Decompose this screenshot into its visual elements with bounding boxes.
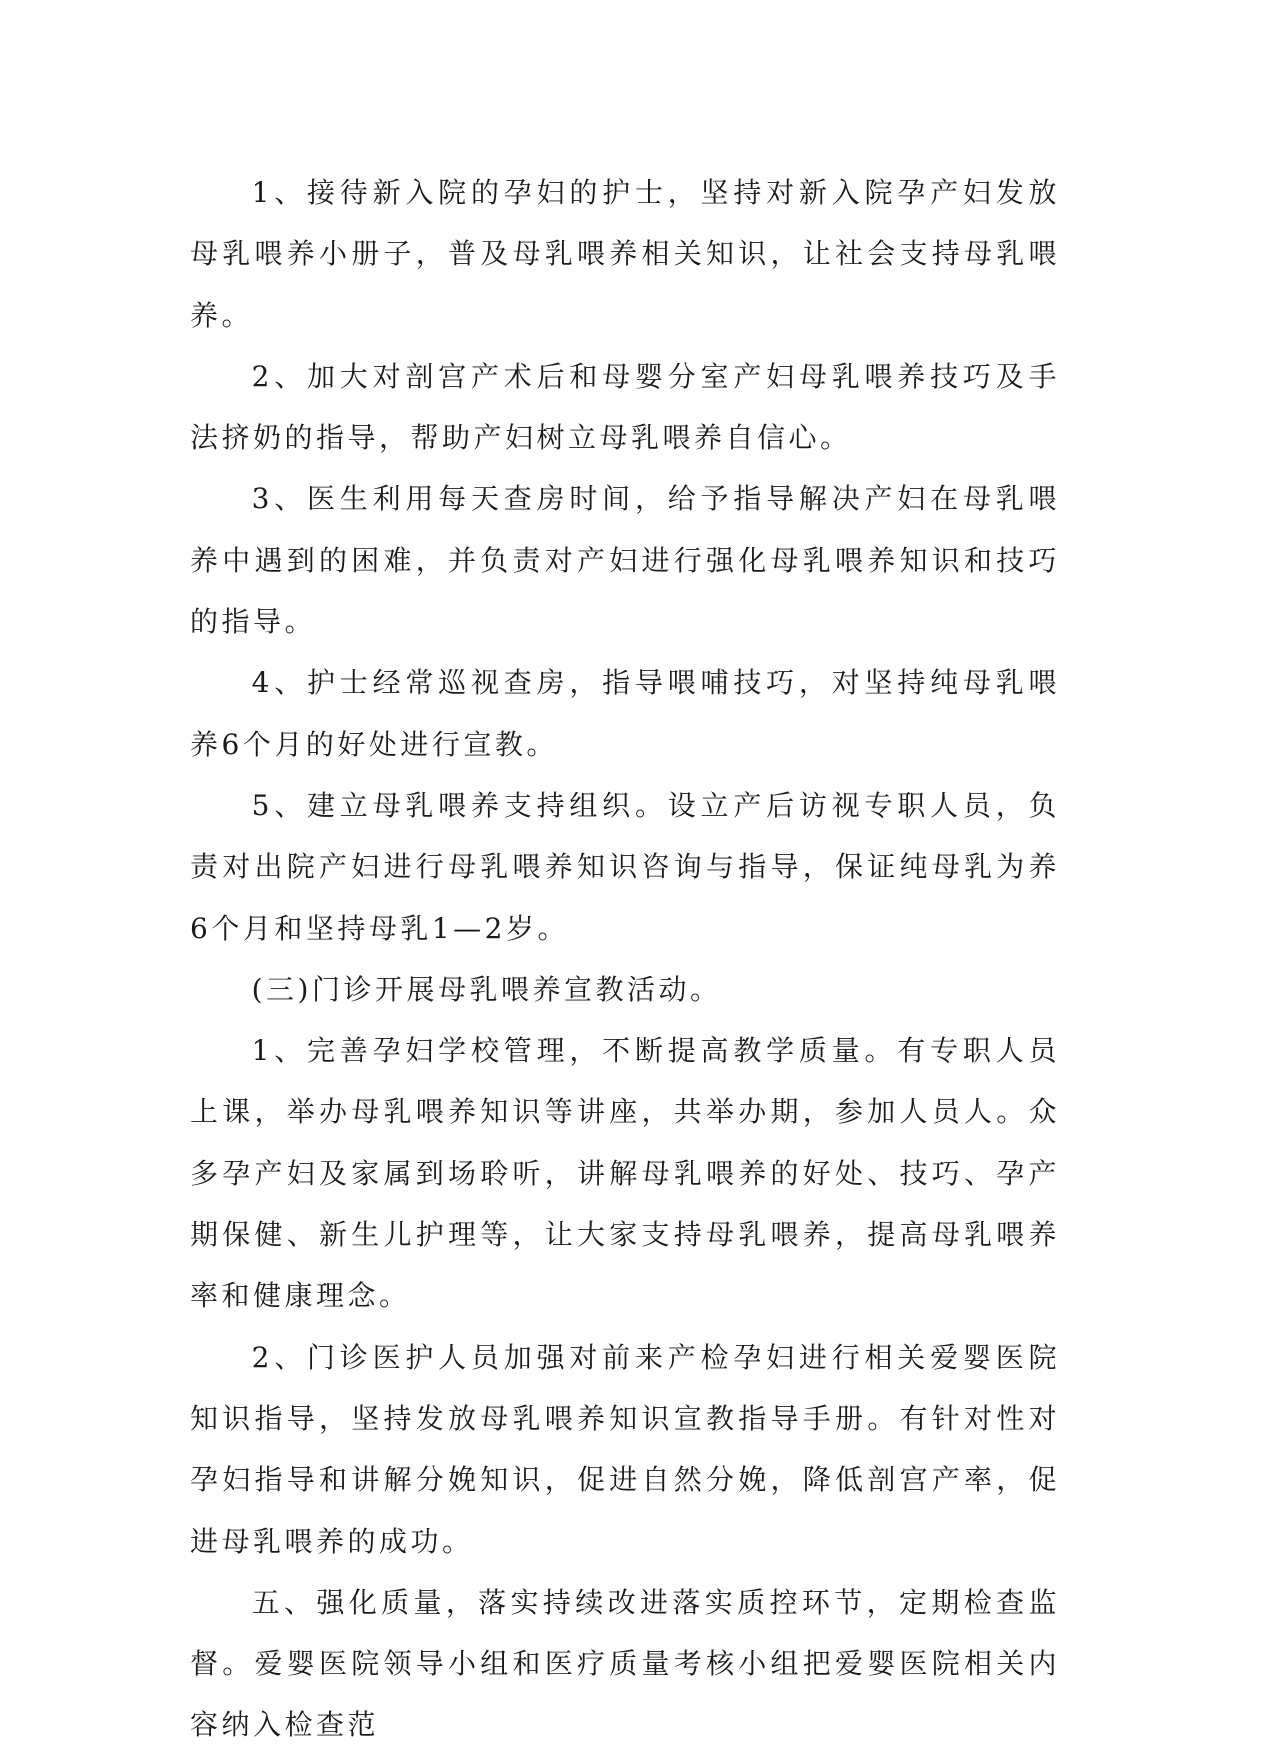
paragraph-item-5: 5、建立母乳喂养支持组织。设立产后访视专职人员，负责对出院产妇进行母乳喂养知识咨询与指导，保证纯母乳为养6个月和坚持母乳1—2岁。: [190, 788, 1060, 945]
paragraph-item-2: 2、加大对剖宫产术后和母婴分室产妇母乳喂养技巧及手法挤奶的指导，帮助产妇树立母乳喂养自信心。: [190, 359, 1060, 455]
paragraph-item-3: 3、医生利用每天查房时间，给予指导解决产妇在母乳喂养中遇到的困难，并负责对产妇进行强化母乳喂养知识和技巧的指导。: [190, 482, 1060, 639]
paragraph-outpatient-2: 2、门诊医护人员加强对前来产检孕妇进行相关爱婴医院知识指导，坚持发放母乳喂养知识宣教指导手册。有针对性对孕妇指导和讲解分娩知识，促进自然分娩，降低剖宫产率，促进母乳喂养的成功。: [190, 1340, 1060, 1558]
section-heading-outpatient: (三)门诊开展母乳喂养宣教活动。: [251, 972, 722, 1006]
paragraph-outpatient-1: 1、完善孕妇学校管理，不断提高教学质量。有专职人员上课，举办母乳喂养知识等讲座，共举办期，参加人员人。众多孕产妇及家属到场聆听，讲解母乳喂养的好处、技巧、孕产期保健、新生儿护理等，让大家支持母乳喂养，提高母乳喂养率和健康理念。: [190, 1034, 1060, 1313]
document-body: [190, 162, 1060, 1756]
paragraph-quality-section: 五、强化质量，落实持续改进落实质控环节，定期检查监督。爱婴医院领导小组和医疗质量考核小组把爱婴医院相关内容纳入检查范: [190, 1585, 1060, 1742]
paragraph-item-1: 1、接待新入院的孕妇的护士，坚持对新入院孕产妇发放母乳喂养小册子，普及母乳喂养相关知识，让社会支持母乳喂养。: [190, 176, 1060, 332]
paragraph-item-4: 4、护士经常巡视查房，指导喂哺技巧，对坚持纯母乳喂养6个月的好处进行宣教。: [190, 666, 1060, 761]
